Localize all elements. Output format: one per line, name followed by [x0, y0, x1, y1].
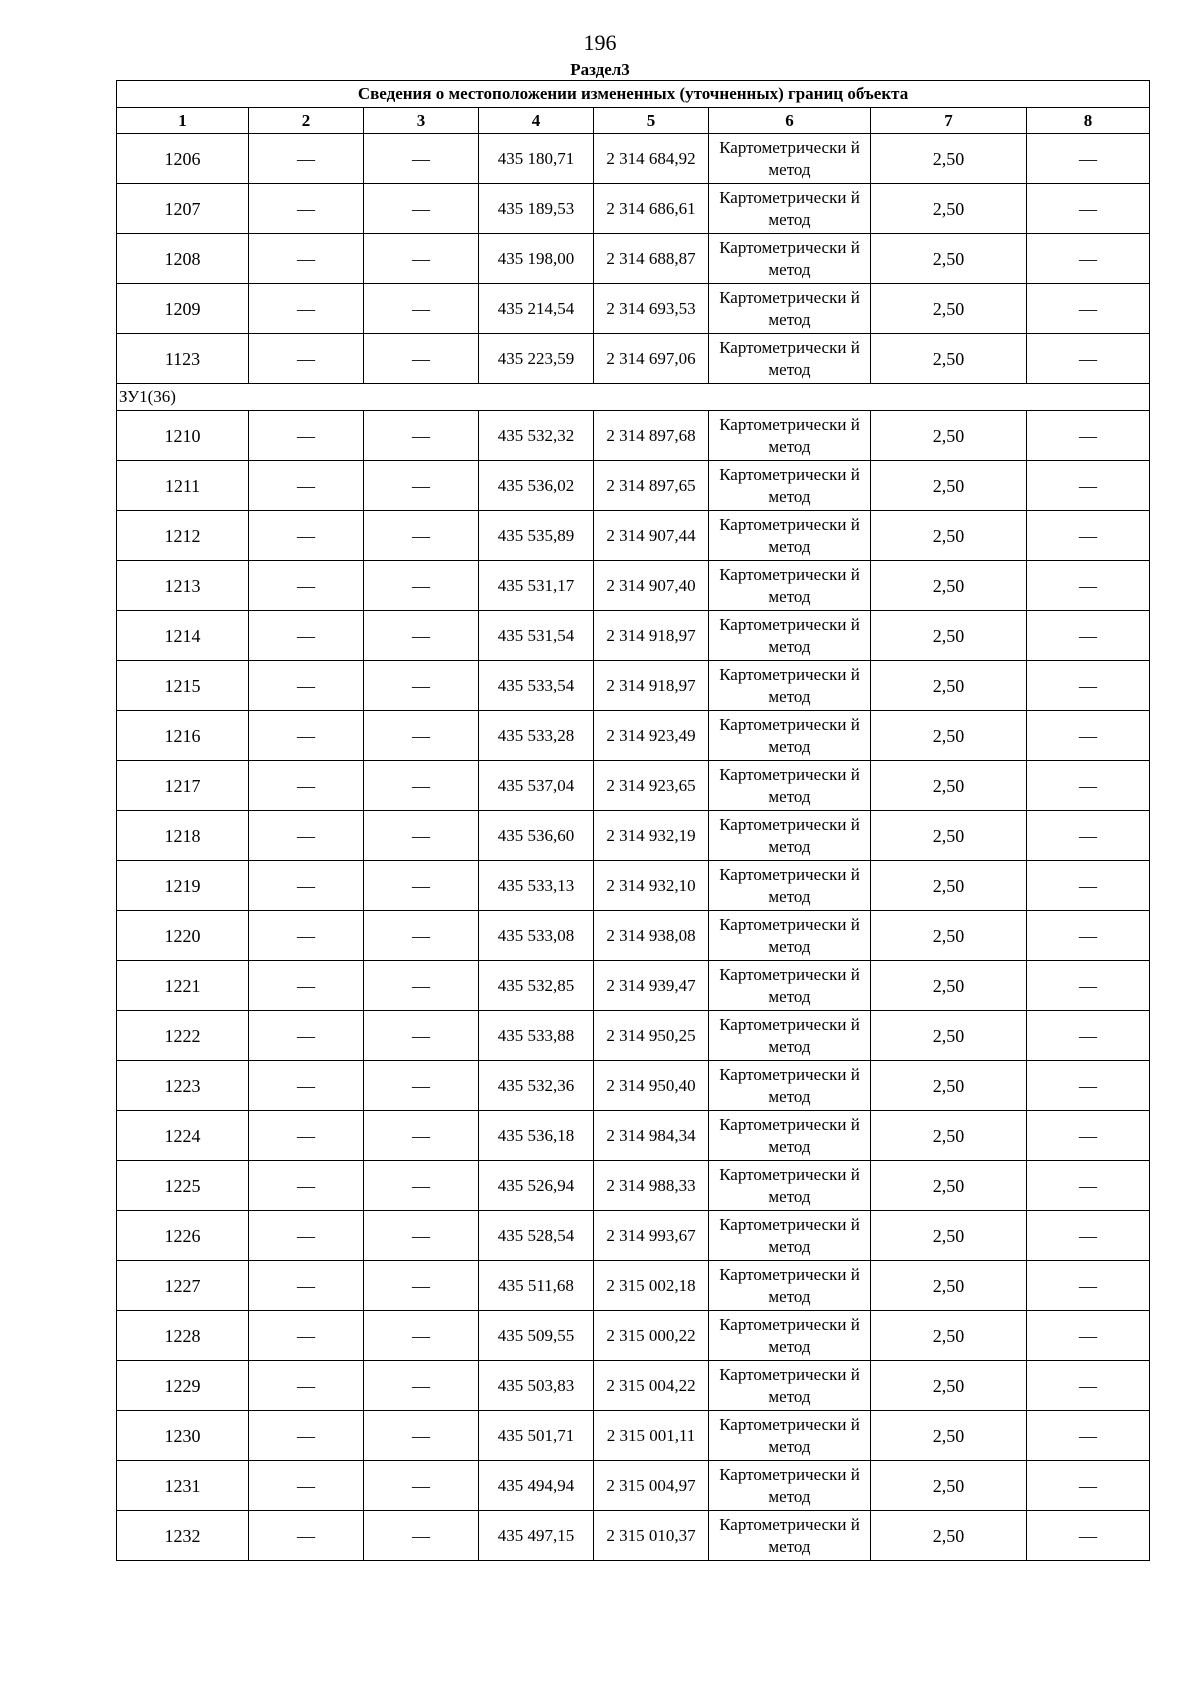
- point-number-cell: 1211: [117, 461, 249, 511]
- point-number-cell: 1231: [117, 1461, 249, 1511]
- column-2-cell: —: [249, 561, 364, 611]
- point-number-cell: 1218: [117, 811, 249, 861]
- column-2-cell: —: [249, 234, 364, 284]
- point-number-cell: 1220: [117, 911, 249, 961]
- point-number-cell: 1228: [117, 1311, 249, 1361]
- column-number-row: [117, 108, 1150, 134]
- column-number-header: 1: [117, 108, 249, 134]
- method-cell: Картометрически й метод: [709, 511, 871, 561]
- column-2-cell: —: [249, 611, 364, 661]
- table-row: [117, 861, 1150, 911]
- accuracy-cell: 2,50: [871, 134, 1027, 184]
- column-3-cell: —: [364, 1211, 479, 1261]
- column-3-cell: —: [364, 1461, 479, 1511]
- y-coordinate-cell: 2 315 010,37: [594, 1511, 709, 1561]
- column-2-cell: —: [249, 1111, 364, 1161]
- x-coordinate-cell: 435 503,83: [479, 1361, 594, 1411]
- column-3-cell: —: [364, 1261, 479, 1311]
- y-coordinate-cell: 2 315 000,22: [594, 1311, 709, 1361]
- accuracy-cell: 2,50: [871, 461, 1027, 511]
- column-3-cell: —: [364, 461, 479, 511]
- point-number-cell: 1209: [117, 284, 249, 334]
- column-8-cell: —: [1027, 411, 1150, 461]
- column-3-cell: —: [364, 1111, 479, 1161]
- table-row: [117, 134, 1150, 184]
- column-8-cell: —: [1027, 234, 1150, 284]
- column-2-cell: —: [249, 661, 364, 711]
- table-row: [117, 1411, 1150, 1461]
- method-cell: Картометрически й метод: [709, 961, 871, 1011]
- x-coordinate-cell: 435 531,54: [479, 611, 594, 661]
- table-row: [117, 334, 1150, 384]
- method-cell: Картометрически й метод: [709, 1311, 871, 1361]
- column-8-cell: —: [1027, 1161, 1150, 1211]
- accuracy-cell: 2,50: [871, 811, 1027, 861]
- point-number-cell: 1229: [117, 1361, 249, 1411]
- column-8-cell: —: [1027, 961, 1150, 1011]
- x-coordinate-cell: 435 531,17: [479, 561, 594, 611]
- y-coordinate-cell: 2 314 907,40: [594, 561, 709, 611]
- method-cell: Картометрически й метод: [709, 334, 871, 384]
- method-cell: Картометрически й метод: [709, 184, 871, 234]
- table-row: [117, 911, 1150, 961]
- column-2-cell: —: [249, 1411, 364, 1461]
- method-cell: Картометрически й метод: [709, 761, 871, 811]
- x-coordinate-cell: 435 532,85: [479, 961, 594, 1011]
- accuracy-cell: 2,50: [871, 1311, 1027, 1361]
- accuracy-cell: 2,50: [871, 1361, 1027, 1411]
- x-coordinate-cell: 435 214,54: [479, 284, 594, 334]
- x-coordinate-cell: 435 533,28: [479, 711, 594, 761]
- accuracy-cell: 2,50: [871, 184, 1027, 234]
- x-coordinate-cell: 435 189,53: [479, 184, 594, 234]
- accuracy-cell: 2,50: [871, 511, 1027, 561]
- y-coordinate-cell: 2 314 938,08: [594, 911, 709, 961]
- method-cell: Картометрически й метод: [709, 1461, 871, 1511]
- y-coordinate-cell: 2 314 686,61: [594, 184, 709, 234]
- point-number-cell: 1223: [117, 1061, 249, 1111]
- table-row: [117, 1511, 1150, 1561]
- column-8-cell: —: [1027, 511, 1150, 561]
- method-cell: Картометрически й метод: [709, 284, 871, 334]
- method-cell: Картометрически й метод: [709, 1361, 871, 1411]
- point-number-cell: 1224: [117, 1111, 249, 1161]
- y-coordinate-cell: 2 314 684,92: [594, 134, 709, 184]
- accuracy-cell: 2,50: [871, 961, 1027, 1011]
- column-3-cell: —: [364, 334, 479, 384]
- accuracy-cell: 2,50: [871, 1061, 1027, 1111]
- column-number-header: 6: [709, 108, 871, 134]
- column-2-cell: —: [249, 1461, 364, 1511]
- table-row: [117, 661, 1150, 711]
- method-cell: Картометрически й метод: [709, 134, 871, 184]
- column-8-cell: —: [1027, 334, 1150, 384]
- point-number-cell: 1208: [117, 234, 249, 284]
- accuracy-cell: 2,50: [871, 1411, 1027, 1461]
- point-number-cell: 1217: [117, 761, 249, 811]
- column-2-cell: —: [249, 461, 364, 511]
- section-title: Раздел3: [570, 60, 630, 79]
- x-coordinate-cell: 435 180,71: [479, 134, 594, 184]
- column-3-cell: —: [364, 611, 479, 661]
- method-cell: Картометрически й метод: [709, 234, 871, 284]
- y-coordinate-cell: 2 314 984,34: [594, 1111, 709, 1161]
- accuracy-cell: 2,50: [871, 334, 1027, 384]
- accuracy-cell: 2,50: [871, 234, 1027, 284]
- y-coordinate-cell: 2 314 939,47: [594, 961, 709, 1011]
- x-coordinate-cell: 435 533,88: [479, 1011, 594, 1061]
- column-2-cell: —: [249, 1061, 364, 1111]
- accuracy-cell: 2,50: [871, 911, 1027, 961]
- method-cell: Картометрически й метод: [709, 411, 871, 461]
- column-8-cell: —: [1027, 811, 1150, 861]
- x-coordinate-cell: 435 511,68: [479, 1261, 594, 1311]
- column-3-cell: —: [364, 1011, 479, 1061]
- table-row: [117, 234, 1150, 284]
- y-coordinate-cell: 2 314 932,19: [594, 811, 709, 861]
- column-3-cell: —: [364, 1161, 479, 1211]
- x-coordinate-cell: 435 533,54: [479, 661, 594, 711]
- method-cell: Картометрически й метод: [709, 861, 871, 911]
- point-number-cell: 1219: [117, 861, 249, 911]
- column-2-cell: —: [249, 811, 364, 861]
- method-cell: Картометрически й метод: [709, 1061, 871, 1111]
- group-row: [117, 384, 1150, 411]
- point-number-cell: 1215: [117, 661, 249, 711]
- y-coordinate-cell: 2 314 918,97: [594, 661, 709, 711]
- accuracy-cell: 2,50: [871, 1461, 1027, 1511]
- table-row: [117, 1311, 1150, 1361]
- column-3-cell: —: [364, 911, 479, 961]
- column-3-cell: —: [364, 561, 479, 611]
- point-number-cell: 1225: [117, 1161, 249, 1211]
- method-cell: Картометрически й метод: [709, 1161, 871, 1211]
- x-coordinate-cell: 435 223,59: [479, 334, 594, 384]
- x-coordinate-cell: 435 536,60: [479, 811, 594, 861]
- x-coordinate-cell: 435 509,55: [479, 1311, 594, 1361]
- table-row: [117, 1061, 1150, 1111]
- column-2-cell: —: [249, 334, 364, 384]
- y-coordinate-cell: 2 314 897,65: [594, 461, 709, 511]
- table-row: [117, 411, 1150, 461]
- accuracy-cell: 2,50: [871, 561, 1027, 611]
- column-8-cell: —: [1027, 1411, 1150, 1461]
- column-3-cell: —: [364, 134, 479, 184]
- column-8-cell: —: [1027, 184, 1150, 234]
- y-coordinate-cell: 2 314 993,67: [594, 1211, 709, 1261]
- column-8-cell: —: [1027, 1111, 1150, 1161]
- point-number-cell: 1227: [117, 1261, 249, 1311]
- table-row: [117, 611, 1150, 661]
- column-3-cell: —: [364, 1361, 479, 1411]
- column-3-cell: —: [364, 511, 479, 561]
- method-cell: Картометрически й метод: [709, 1011, 871, 1061]
- method-cell: Картометрически й метод: [709, 1511, 871, 1561]
- column-8-cell: —: [1027, 134, 1150, 184]
- table-row: [117, 1361, 1150, 1411]
- point-number-cell: 1207: [117, 184, 249, 234]
- accuracy-cell: 2,50: [871, 861, 1027, 911]
- column-8-cell: —: [1027, 1211, 1150, 1261]
- column-2-cell: —: [249, 1311, 364, 1361]
- x-coordinate-cell: 435 533,13: [479, 861, 594, 911]
- point-number-cell: 1230: [117, 1411, 249, 1461]
- accuracy-cell: 2,50: [871, 411, 1027, 461]
- column-2-cell: —: [249, 1511, 364, 1561]
- column-3-cell: —: [364, 411, 479, 461]
- point-number-cell: 1214: [117, 611, 249, 661]
- column-8-cell: —: [1027, 1511, 1150, 1561]
- point-number-cell: 1213: [117, 561, 249, 611]
- column-number-header: 2: [249, 108, 364, 134]
- table-row: [117, 184, 1150, 234]
- column-8-cell: —: [1027, 461, 1150, 511]
- column-8-cell: —: [1027, 1011, 1150, 1061]
- method-cell: Картометрически й метод: [709, 1211, 871, 1261]
- column-3-cell: —: [364, 861, 479, 911]
- column-3-cell: —: [364, 284, 479, 334]
- x-coordinate-cell: 435 526,94: [479, 1161, 594, 1211]
- table-row: [117, 1461, 1150, 1511]
- column-8-cell: —: [1027, 561, 1150, 611]
- method-cell: Картометрически й метод: [709, 1111, 871, 1161]
- y-coordinate-cell: 2 314 918,97: [594, 611, 709, 661]
- y-coordinate-cell: 2 314 950,25: [594, 1011, 709, 1061]
- column-3-cell: —: [364, 234, 479, 284]
- x-coordinate-cell: 435 528,54: [479, 1211, 594, 1261]
- x-coordinate-cell: 435 198,00: [479, 234, 594, 284]
- page-number: 196: [583, 30, 617, 55]
- table-row: [117, 511, 1150, 561]
- accuracy-cell: 2,50: [871, 611, 1027, 661]
- column-2-cell: —: [249, 134, 364, 184]
- column-number-header: 4: [479, 108, 594, 134]
- point-number-cell: 1123: [117, 334, 249, 384]
- column-2-cell: —: [249, 861, 364, 911]
- column-2-cell: —: [249, 1261, 364, 1311]
- method-cell: Картометрически й метод: [709, 811, 871, 861]
- table-row: [117, 761, 1150, 811]
- column-3-cell: —: [364, 961, 479, 1011]
- table-row: [117, 1211, 1150, 1261]
- column-3-cell: —: [364, 661, 479, 711]
- column-3-cell: —: [364, 761, 479, 811]
- accuracy-cell: 2,50: [871, 284, 1027, 334]
- column-3-cell: —: [364, 1511, 479, 1561]
- method-cell: Картометрически й метод: [709, 911, 871, 961]
- column-8-cell: —: [1027, 711, 1150, 761]
- column-8-cell: —: [1027, 911, 1150, 961]
- column-8-cell: —: [1027, 1361, 1150, 1411]
- column-3-cell: —: [364, 1061, 479, 1111]
- table-caption-row: [117, 81, 1150, 108]
- point-number-cell: 1232: [117, 1511, 249, 1561]
- column-8-cell: —: [1027, 1061, 1150, 1111]
- column-2-cell: —: [249, 1211, 364, 1261]
- y-coordinate-cell: 2 314 923,49: [594, 711, 709, 761]
- x-coordinate-cell: 435 532,32: [479, 411, 594, 461]
- accuracy-cell: 2,50: [871, 711, 1027, 761]
- accuracy-cell: 2,50: [871, 661, 1027, 711]
- method-cell: Картометрически й метод: [709, 1261, 871, 1311]
- column-8-cell: —: [1027, 611, 1150, 661]
- column-8-cell: —: [1027, 1311, 1150, 1361]
- x-coordinate-cell: 435 537,04: [479, 761, 594, 811]
- method-cell: Картометрически й метод: [709, 461, 871, 511]
- group-label: ЗУ1(36): [117, 384, 1150, 411]
- y-coordinate-cell: 2 315 004,22: [594, 1361, 709, 1411]
- y-coordinate-cell: 2 314 688,87: [594, 234, 709, 284]
- column-3-cell: —: [364, 1411, 479, 1461]
- y-coordinate-cell: 2 314 897,68: [594, 411, 709, 461]
- column-number-header: 3: [364, 108, 479, 134]
- column-3-cell: —: [364, 811, 479, 861]
- accuracy-cell: 2,50: [871, 1161, 1027, 1211]
- column-2-cell: —: [249, 761, 364, 811]
- column-3-cell: —: [364, 184, 479, 234]
- y-coordinate-cell: 2 314 932,10: [594, 861, 709, 911]
- column-2-cell: —: [249, 411, 364, 461]
- point-number-cell: 1222: [117, 1011, 249, 1061]
- y-coordinate-cell: 2 314 697,06: [594, 334, 709, 384]
- coordinates-table: [116, 80, 1150, 1561]
- table-caption: Сведения о местоположении измененных (уточненных) границ объекта: [117, 81, 1150, 108]
- table-row: [117, 1111, 1150, 1161]
- table-row: [117, 561, 1150, 611]
- table-row: [117, 1011, 1150, 1061]
- method-cell: Картометрически й метод: [709, 611, 871, 661]
- column-2-cell: —: [249, 1361, 364, 1411]
- y-coordinate-cell: 2 314 988,33: [594, 1161, 709, 1211]
- accuracy-cell: 2,50: [871, 1111, 1027, 1161]
- accuracy-cell: 2,50: [871, 761, 1027, 811]
- column-2-cell: —: [249, 511, 364, 561]
- column-2-cell: —: [249, 711, 364, 761]
- x-coordinate-cell: 435 501,71: [479, 1411, 594, 1461]
- column-8-cell: —: [1027, 284, 1150, 334]
- column-2-cell: —: [249, 1011, 364, 1061]
- point-number-cell: 1226: [117, 1211, 249, 1261]
- x-coordinate-cell: 435 533,08: [479, 911, 594, 961]
- point-number-cell: 1206: [117, 134, 249, 184]
- y-coordinate-cell: 2 315 004,97: [594, 1461, 709, 1511]
- y-coordinate-cell: 2 314 950,40: [594, 1061, 709, 1111]
- y-coordinate-cell: 2 314 907,44: [594, 511, 709, 561]
- column-number-header: 7: [871, 108, 1027, 134]
- table-row: [117, 284, 1150, 334]
- column-8-cell: —: [1027, 661, 1150, 711]
- x-coordinate-cell: 435 497,15: [479, 1511, 594, 1561]
- table-row: [117, 461, 1150, 511]
- point-number-cell: 1216: [117, 711, 249, 761]
- x-coordinate-cell: 435 535,89: [479, 511, 594, 561]
- method-cell: Картометрически й метод: [709, 561, 871, 611]
- y-coordinate-cell: 2 315 001,11: [594, 1411, 709, 1461]
- column-number-header: 5: [594, 108, 709, 134]
- column-2-cell: —: [249, 1161, 364, 1211]
- y-coordinate-cell: 2 314 693,53: [594, 284, 709, 334]
- column-number-header: 8: [1027, 108, 1150, 134]
- accuracy-cell: 2,50: [871, 1011, 1027, 1061]
- table-row: [117, 811, 1150, 861]
- x-coordinate-cell: 435 532,36: [479, 1061, 594, 1111]
- column-3-cell: —: [364, 711, 479, 761]
- column-2-cell: —: [249, 284, 364, 334]
- accuracy-cell: 2,50: [871, 1511, 1027, 1561]
- column-2-cell: —: [249, 911, 364, 961]
- table-body: [117, 134, 1150, 1561]
- point-number-cell: 1210: [117, 411, 249, 461]
- column-2-cell: —: [249, 184, 364, 234]
- x-coordinate-cell: 435 536,02: [479, 461, 594, 511]
- y-coordinate-cell: 2 315 002,18: [594, 1261, 709, 1311]
- table-row: [117, 1161, 1150, 1211]
- method-cell: Картометрически й метод: [709, 711, 871, 761]
- column-2-cell: —: [249, 961, 364, 1011]
- method-cell: Картометрически й метод: [709, 1411, 871, 1461]
- accuracy-cell: 2,50: [871, 1211, 1027, 1261]
- table-row: [117, 961, 1150, 1011]
- x-coordinate-cell: 435 494,94: [479, 1461, 594, 1511]
- column-8-cell: —: [1027, 861, 1150, 911]
- column-8-cell: —: [1027, 1261, 1150, 1311]
- y-coordinate-cell: 2 314 923,65: [594, 761, 709, 811]
- column-8-cell: —: [1027, 1461, 1150, 1511]
- accuracy-cell: 2,50: [871, 1261, 1027, 1311]
- point-number-cell: 1221: [117, 961, 249, 1011]
- x-coordinate-cell: 435 536,18: [479, 1111, 594, 1161]
- method-cell: Картометрически й метод: [709, 661, 871, 711]
- table-row: [117, 711, 1150, 761]
- table-row: [117, 1261, 1150, 1311]
- column-3-cell: —: [364, 1311, 479, 1361]
- point-number-cell: 1212: [117, 511, 249, 561]
- column-8-cell: —: [1027, 761, 1150, 811]
